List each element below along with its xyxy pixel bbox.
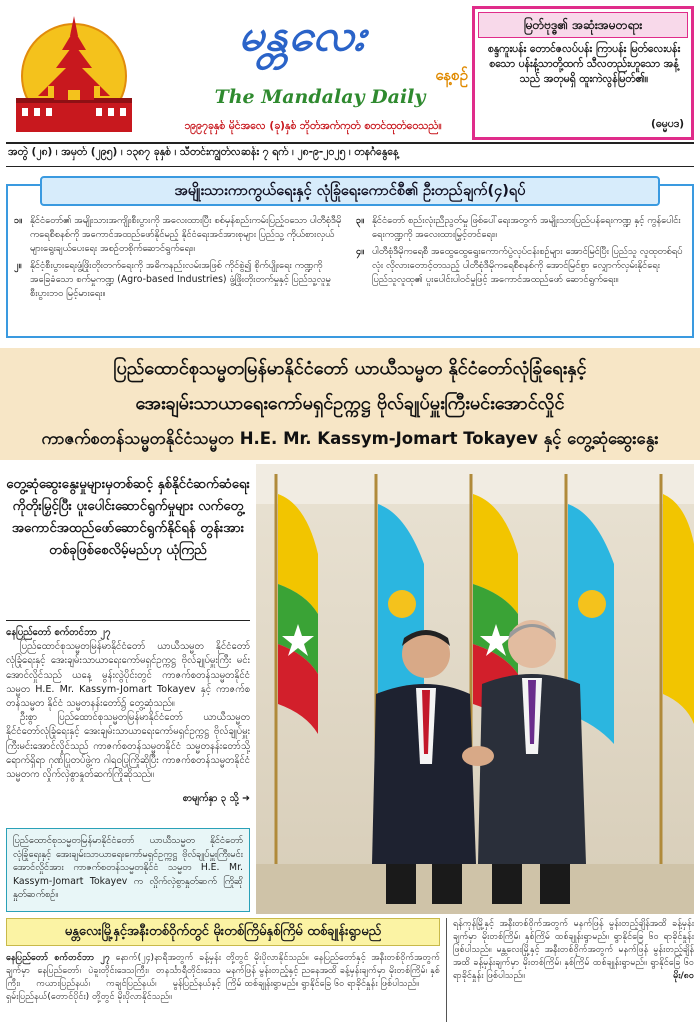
motto-heading: မြတ်ဗုဒ္ဓ၏ အဆုံးအမတရား [478,12,688,38]
story-body [6,626,250,784]
objectives-column-right [356,214,686,290]
masthead-title: မန္တလေး [236,10,370,61]
objective-text: ပါတီစုံဒီမိုကရေစီ အထွေထွေရွေးကောက်ပွဲလုပ်ငန်းစဉ်များ အောင်မြင်ပြီး ပြည်သူ လူထုတစ်ရပ်လုံး လိုလားတောင့်တသည့် ပါတီစုံဒီမိုကရေစီစနစ်ကို အောင်မြင်စွာ လျှောက်လှမ်းနိုင်ရေး ပြည်သူလူထု၏ ပူးပေါင်းပါဝင်မှုဖြင့် အကောင်အထည်ဖော် ဆောင်ရွက်ရေး။ [372,246,683,285]
objective-number: ၂။ [14,260,22,271]
weather-dateline: နေပြည်တော် စက်တင်ဘာ ၂၇ [6,953,110,963]
objective-item [14,214,344,256]
headline-line-2[interactable]: အေးချမ်းသာယာရေးကော်မရှင်ဥက္ကဋ္ဌ ဗိုလ်ချုပ်မှူးကြီးမင်းအောင်လှိုင် [135,393,565,414]
page-reference: မိုး/၈၀ [673,971,694,981]
headline-line-1[interactable]: ပြည်ထောင်စုသမ္မတမြန်မာနိုင်ငံတော် ယာယီသမ္မတ နိုင်ငံတော်လုံခြုံရေးနှင့် [113,358,587,379]
founded-line: ၁၉၉၇ခုနှစ် မိုင်အလေ (ခု)နှစ် ဘိုတ်အက်ကုတ် စတင်ထုတ်ဝေသည်။ [184,120,442,132]
divider [6,142,694,144]
objective-number: ၃။ [356,215,365,226]
objective-item [14,259,344,301]
objectives-column-left [14,214,344,304]
story-dateline: နေပြည်တော် စက်တင်ဘာ ၂၇ [6,627,111,638]
divider [6,166,694,167]
news-photo [256,464,694,914]
motto-source: (ဓမ္မပဒ) [651,118,684,130]
story-paragraph: ဦးစွာ ပြည်ထောင်စုသမ္မတမြန်မာနိုင်ငံတော် ယာယီသမ္မတ နိုင်ငံတော်လုံခြုံရေးနှင့် အေးချမ်းသာယာရေးကော်မရှင်ဥက္ကဋ္ဌ ဗိုလ်ချုပ်မှူးကြီးမင်းအောင်လှိုင်သည် ကာဇက်စတန်သမ္မတနိုင်ငံ သမ္မတနန်းတော်သို့ ရောက်ရှိရာ ဂုဏ်ပြုတပ်ဖွဲ့က ဂါရဝပြုကြိုဆိုပြီး ကာဇက်စတန်သမ္မတနိုင်ငံ သမ္မတက လှိုက်လှဲစွာနှုတ်ဆက်ကြိုဆိုသည်။ [6,712,250,781]
weather-column-3 [446,918,694,1022]
objective-text: နိုင်ငံတော်၏ အမျိုးသားအကျိုးစီးပွားကို အလေးထားပြီး စစ်မှန်စည်းကမ်းပြည့်ဝသော ပါတီစုံဒီမိုကရေစီစနစ်ကို အကောင်အထည်ဖော်နိုင်မည့် နိုင်ငံရေးအင်အားစုများ ပြည်သူ့ ကိုယ်စားလှယ်များရွေးချယ်ပေးရေး အစဉ်တစိုက်ဆောင်ရွက်ရေး။ [30,215,342,254]
continued-link[interactable]: စာမျက်နှာ ၃ သို့ ➜ [182,793,250,804]
weather-headline[interactable]: မန္တလေးမြို့နှင့်အနီးတစ်ဝိုက်တွင် မိုးတစ်ကြိမ်နှစ်ကြိမ် ထစ်ချုန်းရွာမည် [6,918,440,946]
headline-line-3[interactable]: ကာဇက်စတန်သမ္မတနိုင်ငံသမ္မတ H.E. Mr. Kassym-Jomart Tokayev နှင့် တွေ့ဆုံဆွေးနွေး [41,429,659,448]
objectives-heading: အမျိုးသားကာကွယ်ရေးနှင့် လုံခြုံရေးကောင်စီ၏ ဦးတည်ချက်(၄)ရပ် [40,176,660,206]
objective-text: နိုင်ငံ့စီးပွားရေးဖွံ့ဖြိုးတိုးတက်ရေးကို အဓိကနည်းလမ်းအဖြစ် ကိုင်စွဲ၍ စိုက်ပျိုးရေး ကဏ္ဍကို အခြေခံသော စက်မှုကဏ္ဍ (Agro-based Industries) ဖွံ့ဖြိုးတိုးတက်မှုနှင့် ပြည်သူ့လူမှုစီးပွားဘဝ မြင့်မားရေး။ [30,260,331,299]
subheadline: တွေ့ဆုံဆွေးနွေးမှုများမှတစ်ဆင့် နှစ်နိုင်ငံဆက်ဆံရေးကိုတိုးမြှင့်ပြီး ပူးပေါင်းဆောင်ရွက်မှုများ လက်တွေ့အကောင်အထည်ဖော်ဆောင်ရွက်နိုင်ရန် တွန်းအားတစ်ခုဖြစ်စေလိမ့်မည်ဟု ယုံကြည် [6,477,250,558]
issue-line: အတွဲ (၂၈) ၊ အမှတ် (၂၉၅) ၊ ၁၃၈၇ ခုနှစ် ၊ သီတင်းကျွတ်လဆန်း ၇ ရက် ၊ ၂၈-၉-၂၀၂၅ ၊ တနင်္ဂနွေနေ့ [8,146,399,158]
weather-column-2: တို့တွင် မိုးပိုလာနိုင်သည်။ နေပြည်တော်နှင့် အနီးတစ်ဝိုက်အတွက် မနက်ဖြန် မွန်းတည့်နှင့် ညနေအထိ ခန့်မှန်းချက်မှာ မိုးတစ်ကြိမ်၊ နှစ်ကြိမ် ထစ်ချုန်းရွာမည်။ ရွာနိုင်ခြေ ၆၀ ရာခိုင်နှုန်း ဖြစ်ပါသည်။ [226,953,440,989]
motto-text: စန္ဒကူးပန်း တောင်ဇလပ်ပန်း ကြာပန်း မြတ်လေးပန်း စသော ပန်းနံ့သာတို့ထက် သီလတည်းဟူသော အနံ့သည် အတုမရှိ ထူးကဲလွန်မြတ်၏။ [487,43,681,85]
divider [6,620,250,621]
masthead-subtitle: နေ့စဉ် [435,66,468,84]
objective-item [356,214,686,242]
photo-caption: ပြည်ထောင်စုသမ္မတမြန်မာနိုင်ငံတော် ယာယီသမ္မတ နိုင်ငံတော်လုံခြုံရေးနှင့် အေးချမ်းသာယာရေးကော်မရှင်ဥက္ကဋ္ဌ ဗိုလ်ချုပ်မှူးကြီးမင်းအောင်လှိုင်အား ကာဇက်စတန်သမ္မတနိုင်ငံ သမ္မတ H.E. Mr. Kassym-Jomart Tokayev က လှိုက်လှဲစွာနှုတ်ဆက် ကြိုဆိုနှုတ်ဆက်စဉ်။ [6,828,250,912]
weather-text: ရန်ကုန်မြို့နှင့် အနီးတစ်ဝိုက်အတွက် မနက်ဖြန် မွန်းတည့်ချိန်အထိ ခန့်မှန်းချက်မှာ မိုးတစ်ကြိမ်၊ နှစ်ကြိမ် ထစ်ချုန်းရွာမည်။ ရွာနိုင်ခြေ ၆၀ ရာခိုင်နှုန်း ဖြစ်ပါသည်။ မန္တလေးမြို့နှင့် အနီးတစ်ဝိုက်အတွက် မနက်ဖြန် မွန်းတည့်ချိန်အထိ ခန့်မှန်းချက်မှာ မိုးတစ်ကြိမ်၊ နှစ်ကြိမ် ထစ်ချုန်းရွာမည်။ ရွာနိုင်ခြေ ၆၀ ရာခိုင်နှုန်း ဖြစ်ပါသည်။ [453,919,694,981]
weather-column-1 [6,952,221,1022]
objective-number: ၁။ [14,215,23,226]
pagoda-emblem [8,10,138,138]
weather-text: နောက်(၂၄)နာရီအတွက် ခန့်မှန်းချက်မှာ နေပြည်တော်၊ ပဲခူးတိုင်းဒေသကြီး၊ တနင်္သာရီတိုင်းဒေသကြီး၊ ကယားပြည်နယ်၊ ကချင်ပြည်နယ်၊ မွန်ပြည်နယ်နှင့် ရှမ်းပြည်နယ်(တောင်ပိုင်း) တို့တွင် မိုးပိုလာနိုင်သည်။ [6,953,221,1002]
objective-item [356,245,686,287]
objective-text: နိုင်ငံတော် စည်းလုံးညီညွတ်မှု ဖြစ်ပေါ်ရေးအတွက် အမျိုးသားပြည်ပန်ရေးကဏ္ဍ နှင့် ကွန်ပေါင်းရေးကဏ္ဍကို အလေးထားမြှင့်တင်ရေး။ [372,215,681,240]
english-title: The Mandalay Daily [214,86,426,108]
story-paragraph: ပြည်ထောင်စုသမ္မတမြန်မာနိုင်ငံတော် ယာယီသမ္မတ နိုင်ငံတော် လုံခြုံရေးနှင့် အေးချမ်းသာယာရေးကော်မရှင်ဥက္ကဋ္ဌ ဗိုလ်ချုပ်မှူးကြီး မင်းအောင်လှိုင်သည် ယနေ့ မွန်းလွဲပိုင်းတွင် ကာဇက်စတန်သမ္မတနိုင်ငံ သမ္မတ H.E. Mr. Kassym-Jomart Tokayev နှင့် ကာဇက်စတန်သမ္မတ နိုင်ငံ သမ္မတနန်းတော်၌ တွေ့ဆုံသည်။ [6,641,250,710]
objective-number: ၄။ [356,246,365,257]
